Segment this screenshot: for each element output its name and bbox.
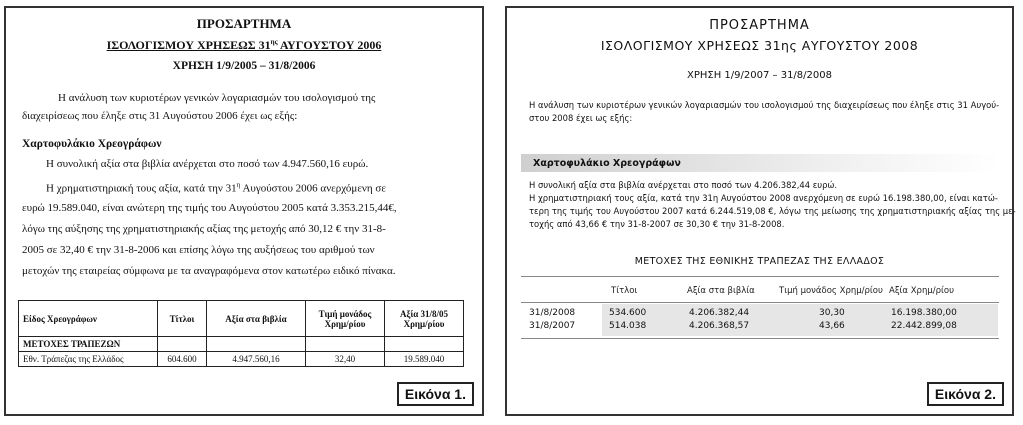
figure-2-row1-date: 31/8/2008 [529,308,576,318]
figure-2-para-line3: τερη της τιμής του Αυγούστου 2007 κατά 6.244.519,08 €, λόγω της μείωσης της χρηματιστηριακής αξίας της με- [529,206,1016,216]
figure-1-para1: Η συνολική αξία στα βιβλία ανέρχεται στο ποσό των 4.947.560,16 ευρώ. [46,158,369,170]
figure-2-subtitle: ΙΣΟΛΟΓΙΣΜΟΥ ΧΡΗΣΕΩΣ 31ης ΑΥΓΟΥΣΤΟΥ 2008 [600,38,919,53]
figure-2-table-header-rule [521,302,999,303]
figure-1-cell-type: Εθν. Τράπεζας της Ελλάδος [19,352,158,367]
figure-2-row1-book-value: 4.206.382,44 [689,308,750,318]
figure-2-th-unit-price: Τιμή μονάδος Χρημ/ρίου [779,286,883,296]
figure-2-table-title: ΜΕΤΟΧΕΣ ΤΗΣ ΕΘΝΙΚΗΣ ΤΡΑΠΕΖΑΣ ΤΗΣ ΕΛΛΑΔΟΣ [634,256,885,267]
figure-1-th-market-value: Αξία 31/8/05 Χρημ/ρίου [385,301,464,337]
figure-2-intro-line1: Η ανάλυση των κυριοτέρων γενικών λογαριασμών του ισολογισμού της διαχειρίσεως που έληξε στις 31 Αυγού- [529,100,1000,110]
figure-1-section-heading: Χαρτοφυλάκιο Χρεογράφων [22,138,162,150]
figure-1-period: ΧΡΗΣΗ 1/9/2005 – 31/8/2006 [172,60,316,72]
figure-1-subtitle-sup: ης [270,38,278,46]
figure-2-row1-unit-price: 30,30 [819,308,845,318]
figure-1-para2-line4: 2005 σε 32,40 € την 31-8-2006 και επίσης λόγω της αυξήσεως του αριθμού των [22,244,375,256]
figure-1-para2-line1-post: Αυγούστου 2006 ανερχόμενη σε [240,182,386,195]
figure-2-row1-market-value: 16.198.380,00 [891,308,957,318]
figure-1-table-header [19,301,464,337]
figure-2-para-line4: τοχής από 43,66 € την 31-8-2007 σε 30,30 € την 31-8-2008. [529,219,785,229]
figure-2-th-titles: Τίτλοι [611,286,638,296]
figure-2-title: ΠΡΟΣΑΡΤΗΜΑ [709,18,810,33]
figure-1-para2-line1-pre: Η χρηματιστηριακή τους αξία, κατά την 31 [46,182,237,195]
figure-1-cell-titles: 604.600 [158,352,207,367]
figure-1-para2-line1-sup: η [236,181,241,189]
figure-1-title: ΠΡΟΣΑΡΤΗΜΑ [196,16,292,31]
figure-2-table-top-rule [521,276,999,277]
figure-1-subtitle-post: ΑΥΓΟΥΣΤΟΥ 2006 [277,38,382,52]
figure-1-th-book-value: Αξία στα βιβλία [207,301,306,337]
figure-1-subtitle-pre: ΙΣΟΛΟΓΙΣΜΟΥ ΧΡΗΣΕΩΣ 31 [106,38,271,52]
figure-1-group-label: ΜΕΤΟΧΕΣ ΤΡΑΠΕΖΩΝ [19,337,158,352]
figure-1-table [18,300,464,367]
figure-2-period: ΧΡΗΣΗ 1/9/2007 – 31/8/2008 [687,70,832,81]
figure-2-row2-titles: 514.038 [609,321,647,331]
figure-2-th-book-value: Αξία στα βιβλία [687,286,755,296]
figure-1-th-type: Είδος Χρεογράφων [19,301,158,337]
figure-1-para2-line5: μετοχών της εταιρείας σύμφωνα με τα αναγραφόμενα στον κατωτέρω ειδικό πίνακα. [22,265,396,277]
figure-2-para-line2: Η χρηματιστηριακή τους αξία, κατά την 31η Αυγούστου 2008 ανερχόμενη σε ευρώ 16.198.380,00, είναι κατώ- [529,193,998,203]
figure-2-section-heading: Χαρτοφυλάκιο Χρεογράφων [533,158,681,169]
figure-1-label: Εικόνα 1. [397,382,474,406]
figure-1-para2-line1 [46,181,386,195]
figure-1-table-group-row [19,337,464,352]
figure-1-subtitle [6,38,482,53]
figure-1-intro-line1: Η ανάλυση των κυριοτέρων γενικών λογαριασμών του ισολογισμού της [58,92,376,104]
figure-1-para2-line3: λόγω της αύξησης της χρηματιστηριακής αξίας της μετοχής από 30,12 € την 31-8- [22,223,386,235]
figure-2-row2-unit-price: 43,66 [819,321,845,331]
figure-2-row1-titles: 534.600 [609,308,647,318]
figure-2-panel [505,6,1014,416]
figure-1-panel [4,6,484,416]
figure-2-para-line1: Η συνολική αξία στα βιβλία ανέρχεται στο ποσό των 4.206.382,44 ευρώ. [529,180,838,190]
figure-2-row2-book-value: 4.206.368,57 [689,321,750,331]
figure-2-intro-line2: στου 2008 έχει ως εξής: [529,113,633,123]
figure-1-th-titles: Τίτλοι [158,301,207,337]
figure-2-table-bottom-rule [521,338,999,339]
figure-1-para2-line2: ευρώ 19.589.040, είναι ανώτερη της τιμής του Αυγούστου 2005 κατά 3.353.215,44€, [22,202,397,214]
table-row [19,352,464,367]
figure-2-label: Εικόνα 2. [927,382,1004,406]
figure-1-cell-unit-price: 32,40 [306,352,385,367]
figure-1-intro-line2: διαχειρίσεως που έληξε στις 31 Αυγούστου 2006 έχει ως εξής: [22,110,298,122]
figure-2-row2-market-value: 22.442.899,08 [891,321,957,331]
figure-1-cell-book-value: 4.947.560,16 [207,352,306,367]
figure-1-th-unit-price: Τιμή μονάδος Χρημ/ρίου [306,301,385,337]
figure-1-cell-market-value: 19.589.040 [385,352,464,367]
figure-2-th-market-value: Αξία Χρημ/ρίου [889,286,955,296]
figure-2-row2-date: 31/8/2007 [529,321,576,331]
